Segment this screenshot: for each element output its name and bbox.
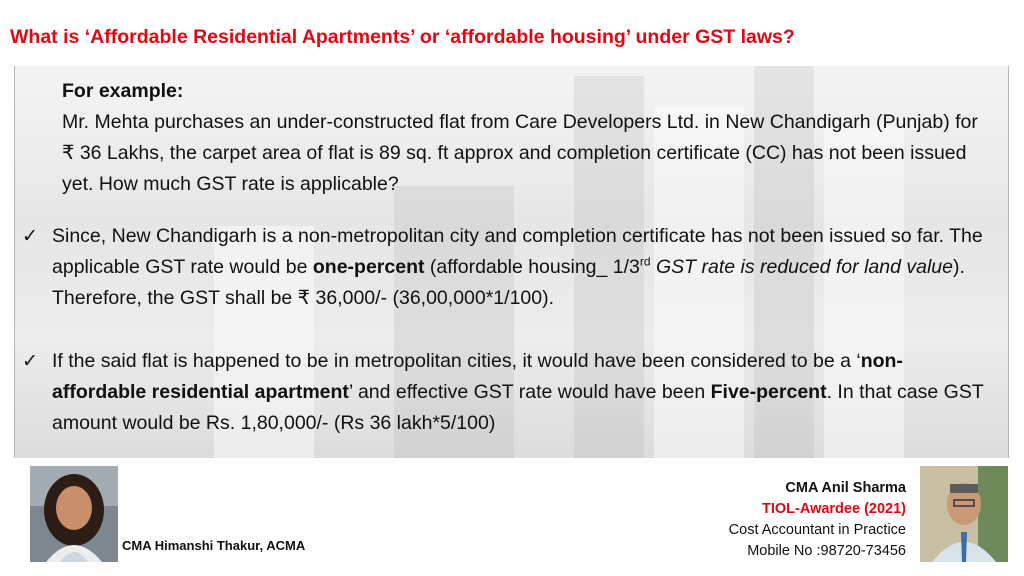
example-text: Mr. Mehta purchases an under-constructed flat from Care Developers Ltd. in New Chandigarh (Punjab) for ₹ 36 Lakhs, the carpet area of flat is 89 sq. ft approx and completion certificate (CC) has not been issued yet. How much GST rate is applicable?: [62, 111, 978, 195]
presenter-right-role: Cost Accountant in Practice: [728, 522, 906, 538]
presenter-right-photo: [920, 466, 1008, 562]
bullet-item: [22, 221, 997, 314]
content-panel: [14, 66, 1009, 458]
italic-text: GST rate is reduced for land value: [650, 256, 953, 278]
presenter-right-mobile: Mobile No :98720-73456: [747, 543, 906, 559]
panel-border-right: [1008, 66, 1009, 458]
example-heading: For example:: [62, 80, 184, 102]
panel-border-left: [14, 66, 15, 458]
bold-text: Five-percent: [710, 381, 827, 403]
presenter-right-info: [729, 478, 906, 562]
slide-title: What is ‘Affordable Residential Apartments’ or ‘affordable housing’ under GST laws?: [10, 26, 795, 48]
checkmark-icon: ✓: [22, 351, 38, 372]
bullet-text: If the said flat is happened to be in metropolitan cities, it would have been considered to be a ‘non-affordable residential apartment’ and effective GST rate would have been Five-percent. In that case GST amount would be Rs. 1,80,000/- (Rs 36 lakh*5/100): [52, 350, 984, 434]
bullet-text: Since, New Chandigarh is a non-metropolitan city and completion certificate has not been issued so far. The applicable GST rate would be one-percent (affordable housing_ 1/3rd GST rate is reduced for land value). Therefore, the GST shall be ₹ 36,000/- (36,00,000*1/100).: [52, 225, 983, 309]
presenter-right-name: CMA Anil Sharma: [785, 480, 906, 496]
bold-text: one-percent: [312, 256, 425, 278]
checkmark-icon: ✓: [22, 226, 38, 247]
bullet-item: [22, 346, 997, 439]
presenter-left-photo: [30, 466, 118, 562]
bold-text: non-affordable residential apartment: [52, 350, 903, 403]
presenter-right-award: TIOL-Awardee (2021): [762, 501, 906, 517]
presenter-left-name: CMA Himanshi Thakur, ACMA: [122, 538, 306, 553]
